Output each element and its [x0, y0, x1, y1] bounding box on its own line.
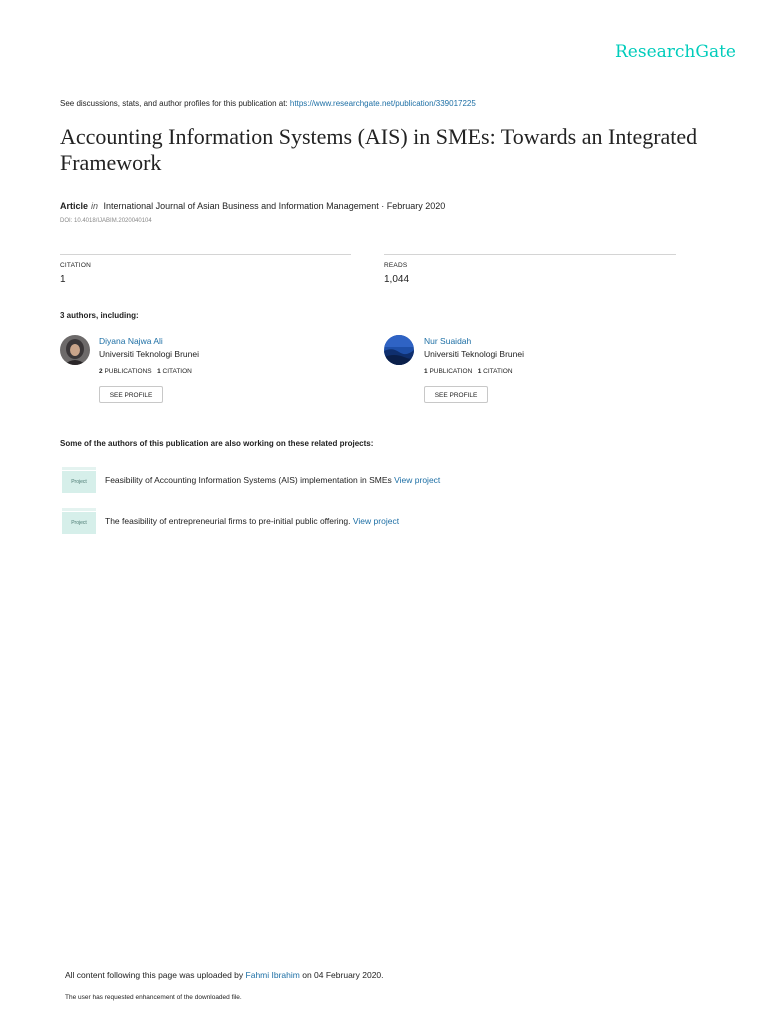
project-item	[105, 475, 440, 485]
author-institution: Universiti Teknologi Brunei	[424, 349, 525, 359]
reads-divider	[384, 254, 676, 255]
project-title: Feasibility of Accounting Information Systems (AIS) implementation in SMEs	[105, 475, 392, 485]
avatar[interactable]	[60, 335, 90, 365]
researchgate-logo[interactable]: ResearchGate	[615, 42, 736, 62]
citation-divider	[60, 254, 351, 255]
author-stats: 1 PUBLICATION 1 CITATION	[424, 368, 513, 375]
uploader-link[interactable]: Fahmi Ibrahim	[245, 970, 300, 980]
view-project-link[interactable]: View project	[352, 516, 400, 526]
avatar[interactable]	[384, 335, 414, 365]
upload-info: All content following this page was uploaded by Fahmi Ibrahim on 04 February 2020.	[65, 970, 384, 980]
enhancement-note: The user has requested enhancement of the downloaded file.	[65, 994, 242, 1001]
article-meta	[60, 201, 445, 211]
project-item	[105, 516, 399, 526]
project-icon: Project	[62, 508, 96, 534]
see-discussions-text: See discussions, stats, and author profiles for this publication at:	[60, 99, 288, 108]
journal-date: International Journal of Asian Business and Information Management · February 2020	[103, 201, 446, 211]
author-stats: 2 PUBLICATIONS 1 CITATION	[99, 368, 192, 375]
reads-label: READS	[384, 262, 408, 269]
citation-label: CITATION	[60, 262, 91, 269]
related-projects-heading: Some of the authors of this publication are also working on these related projects:	[60, 439, 374, 448]
view-project-link[interactable]: View project	[394, 475, 441, 485]
article-type-label: Article	[60, 201, 89, 211]
reads-value: 1,044	[384, 274, 410, 285]
author-name-link[interactable]: Nur Suaidah	[424, 336, 472, 346]
in-label: in	[91, 201, 99, 211]
article-title: Accounting Information Systems (AIS) in SMEs: Towards an Integrated Framework	[60, 124, 698, 175]
author-institution: Universiti Teknologi Brunei	[99, 349, 200, 359]
citation-value: 1	[60, 274, 66, 285]
see-profile-button[interactable]: SEE PROFILE	[424, 386, 488, 403]
authors-heading: 3 authors, including:	[60, 311, 139, 320]
doi: DOI: 10.4018/IJABIM.2020040104	[60, 218, 152, 224]
see-discussions-line	[60, 99, 476, 108]
author-name-link[interactable]: Diyana Najwa Ali	[99, 336, 163, 346]
see-profile-button[interactable]: SEE PROFILE	[99, 386, 163, 403]
project-title: The feasibility of entrepreneurial firms to pre-initial public offering.	[105, 516, 351, 526]
project-icon: Project	[62, 467, 96, 493]
publication-url-link[interactable]: https://www.researchgate.net/publication/339017225	[289, 99, 476, 108]
